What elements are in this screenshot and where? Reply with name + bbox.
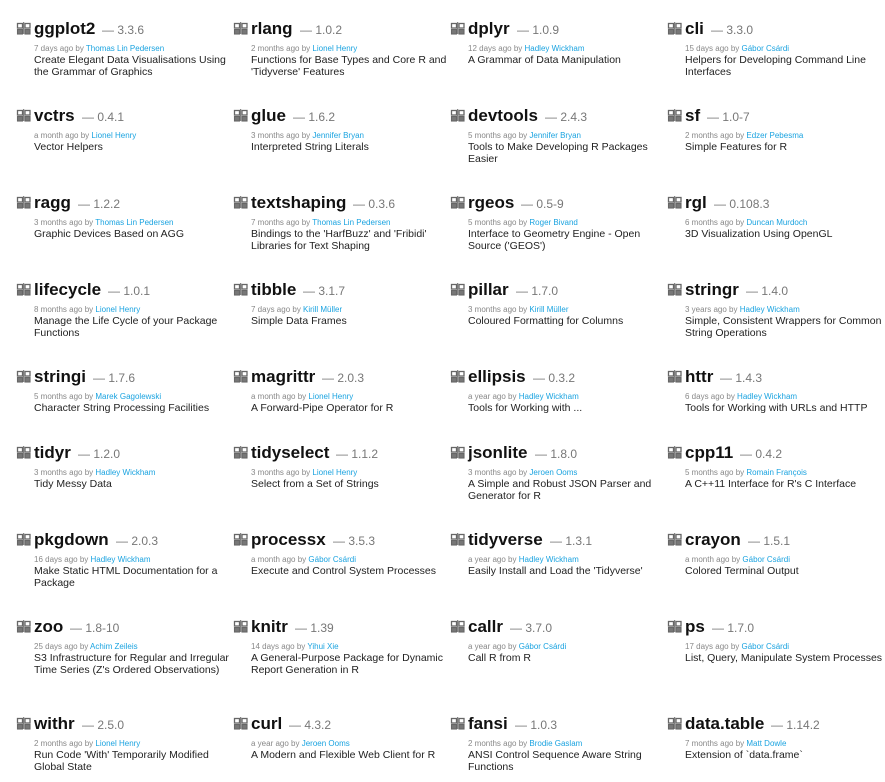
package-version: — 0.5-9 (521, 197, 564, 211)
package-icon (17, 195, 31, 209)
package-name-link[interactable]: rgl (685, 193, 707, 212)
package-description: Simple Data Frames (251, 315, 347, 327)
package-age: 6 months ago by (685, 218, 745, 227)
package-icon (668, 282, 682, 296)
package-name-link[interactable]: httr (685, 367, 714, 386)
package-icon (234, 532, 248, 546)
package-age: 2 months ago by (34, 739, 94, 748)
package-age: 7 months ago by (685, 739, 745, 748)
package-version: — 0.3.2 (533, 371, 576, 385)
package-name-link[interactable]: tidyselect (251, 443, 330, 462)
package-version: — 1.3.1 (550, 534, 593, 548)
package-name-link[interactable]: data.table (685, 714, 765, 733)
package-icon (17, 619, 31, 633)
package-version: — 4.3.2 (289, 718, 332, 732)
package-version: — 1.8.0 (535, 447, 578, 461)
package-version: — 0.108.3 (714, 197, 770, 211)
package-name-link[interactable]: tibble (251, 280, 297, 299)
package-age: 16 days ago by (34, 555, 89, 564)
package-age: 14 days ago by (251, 642, 306, 651)
package-version: — 3.1.7 (303, 284, 346, 298)
package-description: Simple Features for R (685, 141, 788, 153)
package-description: Tools for Working with URLs and HTTP (685, 402, 868, 414)
package-version: — 1.0.9 (517, 23, 560, 37)
package-description: Graphic Devices Based on AGG (34, 228, 184, 240)
package-description: 3D Visualization Using OpenGL (685, 228, 833, 240)
author-link[interactable]: Hadley Wickham (524, 44, 585, 53)
package-icon (668, 445, 682, 459)
package-age: 3 months ago by (251, 468, 311, 477)
package-icon (17, 716, 31, 730)
package-age: 15 days ago by (685, 44, 740, 53)
package-version: — 3.3.6 (102, 23, 145, 37)
package-version: — 0.3.6 (353, 197, 396, 211)
package-name-link[interactable]: ps (685, 617, 705, 636)
author-link[interactable]: Gábor Csárdi (742, 555, 790, 564)
package-age: 7 days ago by (34, 44, 84, 53)
package-description: Interpreted String Literals (251, 141, 369, 153)
package-version: — 1.1.2 (336, 447, 379, 461)
package-icon (234, 619, 248, 633)
package-description: A C++11 Interface for R's C Interface (685, 478, 857, 490)
package-icon (17, 445, 31, 459)
package-name-link[interactable]: pillar (468, 280, 509, 299)
package-name-link[interactable]: processx (251, 530, 326, 549)
package-name-link[interactable]: sf (685, 106, 701, 125)
package-version: — 2.0.3 (116, 534, 159, 548)
package-icon (234, 195, 248, 209)
package-description: Extension of `data.frame` (685, 749, 803, 761)
author-link[interactable]: Lionel Henry (95, 305, 141, 314)
package-version: — 0.4.2 (740, 447, 783, 461)
package-version: — 1.14.2 (771, 718, 820, 732)
author-link[interactable]: Lionel Henry (95, 739, 141, 748)
package-icon (668, 195, 682, 209)
package-age: a year ago by (468, 555, 517, 564)
package-icon (451, 716, 465, 730)
package-name-link[interactable]: ellipsis (468, 367, 526, 386)
package-description: Run Code 'With' Temporarily Modified Global State (34, 749, 209, 773)
package-version: — 1.4.3 (720, 371, 763, 385)
package-name-link[interactable]: tidyverse (468, 530, 543, 549)
package-description: Tools to Make Developing R Packages Easier (468, 141, 648, 165)
package-description: Coloured Formatting for Columns (468, 315, 624, 327)
package-age: 7 months ago by (251, 218, 311, 227)
package-version: — 1.0.2 (300, 23, 343, 37)
author-link[interactable]: Matt Dowle (746, 739, 787, 748)
package-icon (234, 445, 248, 459)
package-description: Create Elegant Data Visualisations Using the Grammar of Graphics (34, 54, 226, 78)
package-version: — 3.3.0 (711, 23, 754, 37)
package-age: 12 days ago by (468, 44, 523, 53)
package-icon (668, 108, 682, 122)
package-age: 5 months ago by (468, 131, 528, 140)
package-age: 6 days ago by (685, 392, 735, 401)
package-age: a month ago by (251, 392, 307, 401)
package-age: 3 months ago by (34, 218, 94, 227)
package-name-link[interactable]: rlang (251, 19, 293, 38)
package-age: 3 months ago by (468, 305, 528, 314)
package-version: — 1.7.6 (93, 371, 136, 385)
author-link[interactable]: Jeroen Ooms (529, 468, 578, 477)
package-icon (668, 369, 682, 383)
package-name-link[interactable]: knitr (251, 617, 288, 636)
author-link[interactable]: Hadley Wickham (737, 392, 798, 401)
package-version: — 1.7.0 (712, 621, 755, 635)
package-age: 2 months ago by (685, 131, 745, 140)
author-link[interactable]: Hadley Wickham (90, 555, 151, 564)
package-version: — 1.0.1 (108, 284, 151, 298)
package-description: S3 Infrastructure for Regular and Irregular Time Series (Z's Ordered Observations) (34, 652, 229, 676)
author-link[interactable]: Gábor Csárdi (518, 642, 567, 651)
author-link[interactable]: Yihui Xie (307, 642, 339, 651)
package-description: Simple, Consistent Wrappers for Common String Operations (685, 315, 882, 339)
package-name-link[interactable]: withr (34, 714, 75, 733)
author-link[interactable]: Thomas Lin Pedersen (95, 218, 174, 227)
package-age: 3 months ago by (251, 131, 311, 140)
package-name-link[interactable]: cli (685, 19, 704, 38)
package-version: — 1.0-7 (707, 110, 750, 124)
package-description: Manage the Life Cycle of your Package Functions (34, 315, 218, 339)
package-version: — 3.5.3 (333, 534, 376, 548)
package-age: 17 days ago by (685, 642, 740, 651)
package-name-link[interactable]: ggplot2 (34, 19, 96, 38)
package-name-link[interactable]: pkgdown (34, 530, 109, 549)
author-link[interactable]: Lionel Henry (312, 468, 358, 477)
author-link[interactable]: Brodie Gaslam (529, 739, 583, 748)
package-description: Make Static HTML Documentation for a Package (34, 565, 218, 589)
package-age: a year ago by (251, 739, 300, 748)
package-age: a month ago by (34, 131, 90, 140)
author-link[interactable]: Thomas Lin Pedersen (312, 218, 391, 227)
package-name-link[interactable]: glue (251, 106, 286, 125)
package-version: — 1.8-10 (70, 621, 120, 635)
author-link[interactable]: Gábor Csárdi (741, 642, 790, 651)
package-version: — 0.4.1 (82, 110, 125, 124)
package-icon (451, 282, 465, 296)
author-link[interactable]: Achim Zeileis (90, 642, 138, 651)
package-description: Bindings to the 'HarfBuzz' and 'Fribidi' Libraries for Text Shaping (251, 228, 427, 252)
package-age: 3 months ago by (468, 468, 528, 477)
package-name-link[interactable]: fansi (468, 714, 508, 733)
package-description: A Grammar of Data Manipulation (468, 54, 621, 66)
package-icon (234, 21, 248, 35)
package-name-link[interactable]: tidyr (34, 443, 71, 462)
package-icon (234, 369, 248, 383)
package-description: Character String Processing Facilities (34, 402, 210, 414)
package-name-link[interactable]: textshaping (251, 193, 347, 212)
package-description: A Forward-Pipe Operator for R (251, 402, 394, 414)
package-version: — 2.0.3 (322, 371, 365, 385)
package-name-link[interactable]: crayon (685, 530, 741, 549)
package-icon (668, 532, 682, 546)
author-link[interactable]: Marek Gagolewski (95, 392, 162, 401)
author-link[interactable]: Romain François (746, 468, 807, 477)
package-age: a year ago by (468, 642, 517, 651)
package-description: Colored Terminal Output (685, 565, 799, 577)
package-icon (451, 369, 465, 383)
package-name-link[interactable]: callr (468, 617, 503, 636)
package-name-link[interactable]: magrittr (251, 367, 316, 386)
package-version: — 2.4.3 (545, 110, 588, 124)
package-description: Helpers for Developing Command Line Interfaces (685, 54, 866, 78)
package-description: Execute and Control System Processes (251, 565, 437, 577)
package-icon (668, 716, 682, 730)
package-age: 8 months ago by (34, 305, 94, 314)
author-link[interactable]: Gábor Csárdi (741, 44, 790, 53)
author-link[interactable]: Jeroen Ooms (301, 739, 350, 748)
package-age: 5 months ago by (468, 218, 528, 227)
author-link[interactable]: Thomas Lin Pedersen (85, 44, 165, 53)
package-icon (451, 195, 465, 209)
package-age: 2 months ago by (251, 44, 311, 53)
package-age: 7 days ago by (251, 305, 301, 314)
author-link[interactable]: Hadley Wickham (518, 392, 579, 401)
package-icon (234, 108, 248, 122)
package-description: Vector Helpers (34, 141, 103, 153)
author-link[interactable]: Kirill Müller (303, 305, 343, 314)
package-icon (17, 21, 31, 35)
package-age: 2 months ago by (468, 739, 528, 748)
package-version: — 1.7.0 (516, 284, 559, 298)
author-link[interactable]: Lionel Henry (308, 392, 354, 401)
package-version: — 1.6.2 (293, 110, 336, 124)
package-name-link[interactable]: ragg (34, 193, 71, 212)
package-icon (451, 21, 465, 35)
package-icon (17, 108, 31, 122)
package-age: a month ago by (251, 555, 307, 564)
package-age: a month ago by (685, 555, 741, 564)
package-version: — 1.2.0 (78, 447, 121, 461)
package-description: Tools for Working with ... (468, 402, 583, 414)
package-version: — 3.7.0 (510, 621, 553, 635)
package-icon (668, 21, 682, 35)
package-icon (451, 445, 465, 459)
package-name-link[interactable]: stringi (34, 367, 86, 386)
package-description: Easily Install and Load the 'Tidyverse' (468, 565, 643, 577)
package-icon (17, 282, 31, 296)
package-name-link[interactable]: cpp11 (685, 443, 734, 462)
package-version: — 1.2.2 (78, 197, 121, 211)
author-link[interactable]: Lionel Henry (312, 44, 358, 53)
author-link[interactable]: Roger Bivand (529, 218, 578, 227)
author-link[interactable]: Duncan Murdoch (746, 218, 808, 227)
author-link[interactable]: Jennifer Bryan (312, 131, 364, 140)
package-age: a year ago by (468, 392, 517, 401)
package-icon (234, 716, 248, 730)
author-link[interactable]: Hadley Wickham (518, 555, 579, 564)
package-age: 3 years ago by (685, 305, 738, 314)
package-version: — 2.5.0 (82, 718, 125, 732)
package-description: A General-Purpose Package for Dynamic Report Generation in R (251, 652, 444, 676)
author-link[interactable]: Hadley Wickham (739, 305, 800, 314)
package-name-link[interactable]: curl (251, 714, 283, 733)
package-description: Select from a Set of Strings (251, 478, 379, 490)
package-name-link[interactable]: lifecycle (34, 280, 102, 299)
package-icon (234, 282, 248, 296)
package-icon (451, 619, 465, 633)
package-icon (17, 369, 31, 383)
package-icon (17, 532, 31, 546)
package-name-link[interactable]: stringr (685, 280, 739, 299)
package-description: A Modern and Flexible Web Client for R (251, 749, 436, 761)
package-age: 25 days ago by (34, 642, 89, 651)
author-link[interactable]: Lionel Henry (91, 131, 137, 140)
package-version: — 1.39 (295, 621, 334, 635)
package-version: — 1.4.0 (746, 284, 789, 298)
package-description: Functions for Base Types and Core R and 'Tidyverse' Features (251, 54, 447, 78)
package-name-link[interactable]: vctrs (34, 106, 75, 125)
package-name-link[interactable]: devtools (468, 106, 538, 125)
author-link[interactable]: Jennifer Bryan (529, 131, 581, 140)
package-icon (451, 532, 465, 546)
package-name-link[interactable]: rgeos (468, 193, 515, 212)
package-version: — 1.0.3 (515, 718, 558, 732)
author-link[interactable]: Gábor Csárdi (308, 555, 356, 564)
package-description: ANSI Control Sequence Aware String Functions (468, 749, 642, 773)
package-description: Tidy Messy Data (34, 478, 112, 490)
package-name-link[interactable]: jsonlite (468, 443, 528, 462)
package-icon (451, 108, 465, 122)
author-link[interactable]: Kirill Müller (529, 305, 569, 314)
package-age: 5 months ago by (34, 392, 94, 401)
package-age: 5 months ago by (685, 468, 745, 477)
package-description: List, Query, Manipulate System Processes (685, 652, 883, 664)
package-icon (668, 619, 682, 633)
author-link[interactable]: Edzer Pebesma (746, 131, 804, 140)
author-link[interactable]: Hadley Wickham (95, 468, 156, 477)
package-version: — 1.5.1 (748, 534, 791, 548)
package-description: Call R from R (468, 652, 532, 664)
package-description: Interface to Geometry Engine - Open Source ('GEOS') (468, 228, 641, 252)
package-name-link[interactable]: zoo (34, 617, 64, 636)
package-age: 3 months ago by (34, 468, 94, 477)
package-name-link[interactable]: dplyr (468, 19, 510, 38)
package-description: A Simple and Robust JSON Parser and Generator for R (468, 478, 652, 502)
